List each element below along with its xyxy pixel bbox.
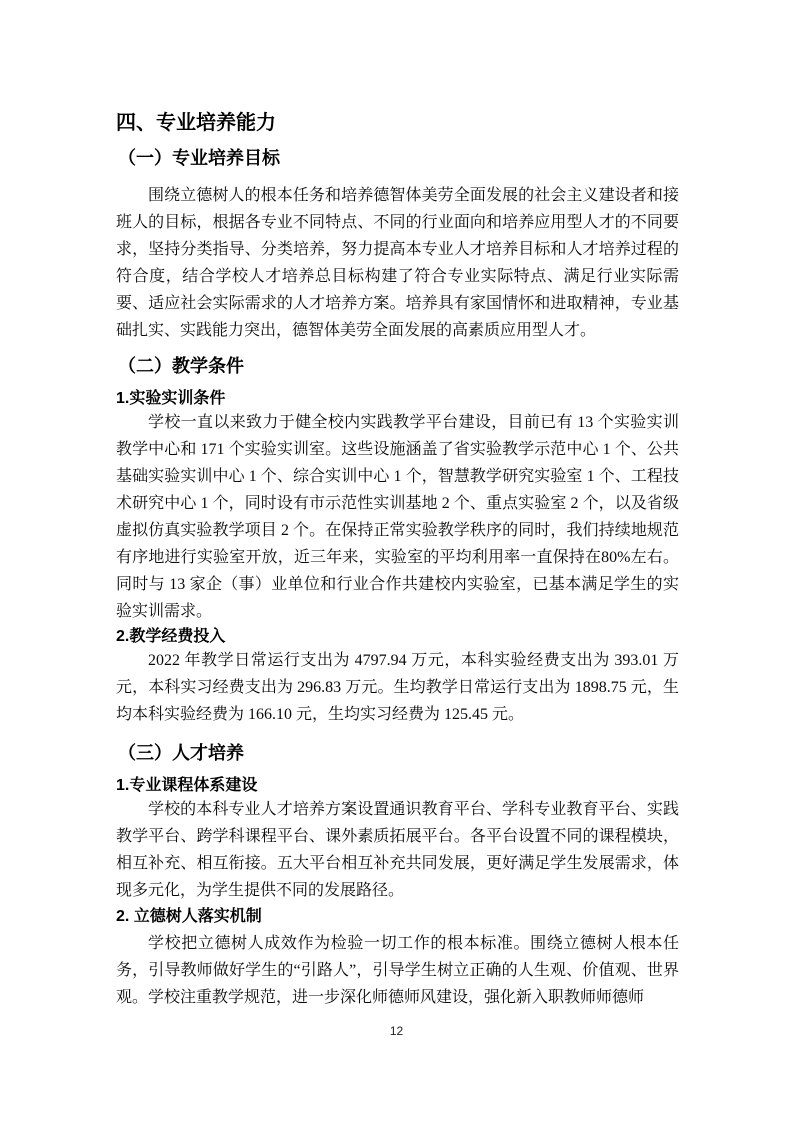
- section-heading-1: （一）专业培养目标: [118, 148, 280, 168]
- subsection-3-1-paragraph: 学校的本科专业人才培养方案设置通识教育平台、学科专业教育平台、实践教学平台、跨学科课程平台、课外素质拓展平台。各平台设置不同的课程模块，相互补充、相互衔接。五大平台相互补充共同发展，更好满足学生发展需求，体现多元化，为学生提供不同的发展路径。: [116, 801, 679, 899]
- section-1-paragraph: 围绕立德树人的根本任务和培养德智体美劳全面发展的社会主义建设者和接班人的目标，根据各专业不同特点、不同的行业面向和培养应用型人才的不同要求，坚持分类指导、分类培养，努力提高本专业人才培养目标和人才培养过程的符合度，结合学校人才培养总目标构建了符合专业实际特点、满足行业实际需要、适应社会实际需求的人才培养方案。培养具有家国情怀和进取精神，专业基础扎实、实践能力突出，德智体美劳全面发展的高素质应用型人才。: [116, 187, 679, 339]
- section-heading-2: （二）教学条件: [118, 356, 244, 376]
- page-number: 12: [389, 1024, 404, 1038]
- subsection-heading-3-2: 2. 立德树人落实机制: [116, 908, 262, 925]
- subsection-heading-2-1: 1.实验实训条件: [116, 390, 226, 407]
- subsection-3-2-paragraph: 学校把立德树人成效作为检验一切工作的根本标准。围绕立德树人根本任务，引导教师做好学生的“引路人”，引导学生树立正确的人生观、价值观、世界观。学校注重教学规范，进一步深化师德师风建设，强化新入职教师师德师: [116, 935, 679, 1006]
- section-heading-3: （三）人才培养: [118, 743, 244, 763]
- subsection-heading-2-2: 2.教学经费投入: [116, 628, 226, 645]
- document-content: [116, 0, 679, 1011]
- chapter-title: 四、专业培养能力: [116, 112, 276, 134]
- subsection-heading-3-1: 1.专业课程体系建设: [116, 777, 258, 794]
- subsection-2-2-paragraph: 2022 年教学日常运行支出为 4797.94 万元，本科实验经费支出为 393.01 万元，本科实习经费支出为 296.83 万元。生均教学日常运行支出为 1898.75 元，生均本科实验经费为 166.10 元，生均实习经费为 125.45 元。: [116, 652, 679, 723]
- subsection-2-1-paragraph: 学校一直以来致力于健全校内实践教学平台建设，目前已有 13 个实验实训教学中心和 171 个实验实训室。这些设施涵盖了省实验教学示范中心 1 个、公共基础实验实训中心 1 个、综合实训中心 1 个，智慧教学研究实验室 1 个、工程技术研究中心 1 个，同时设有市示范性实训基地 2 个、重点实验室 2 个，以及省级虚拟仿真实验教学项目 2 个。在保持正常实验教学秩序的同时，我们持续地规范有序地进行实验室开放，近三年来，实验室的平均利用率一直保持在80%左右。同时与 13 家企（事）业单位和行业合作共建校内实验室，已基本满足学生的实验实训需求。: [116, 414, 679, 620]
